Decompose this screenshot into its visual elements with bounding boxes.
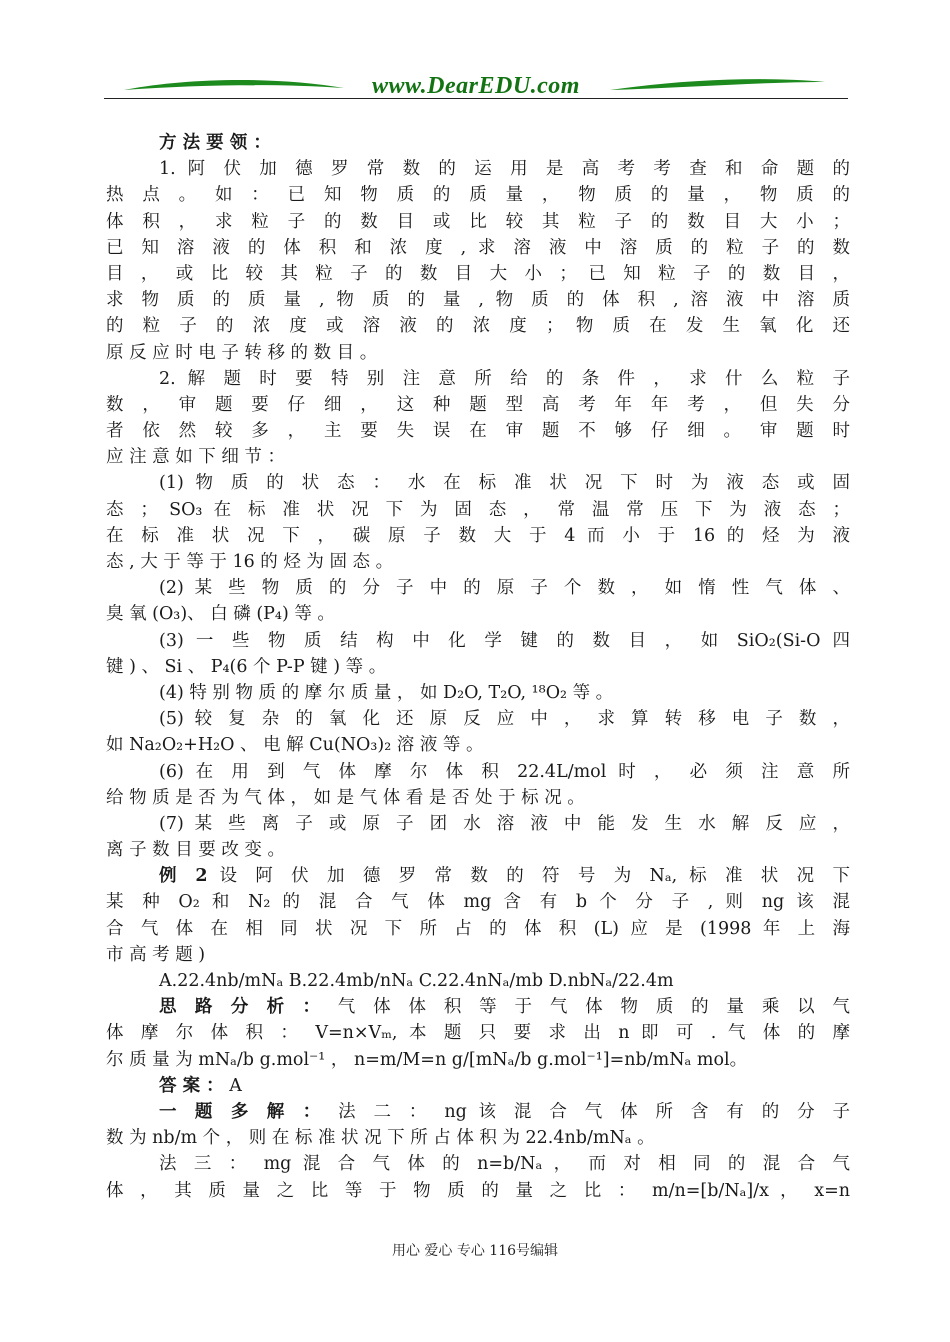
text-line: 已 知 溶 液 的 体 积 和 浓 度 , 求 溶 液 中 溶 质 的 粒 子 的 数: [106, 237, 850, 258]
document-body: [106, 130, 850, 1204]
text-line: 尔 质 量 为 mNₐ/b g.mol⁻¹ ， n=m/M=n g/[mNₐ/b g.mol⁻¹]=nb/mNₐ mol。: [106, 1049, 748, 1070]
header-rule: [104, 98, 848, 99]
bold-lead: 答 案 ：: [159, 1075, 224, 1096]
bold-lead: 一 题 多 解 ：: [159, 1101, 327, 1122]
text-line: 一 题 多 解 ： 法 二 ： ng 该 混 合 气 体 所 含 有 的 分 子: [159, 1101, 850, 1122]
text-line: 某 种 O₂ 和 N₂ 的 混 合 气 体 mg 含 有 b 个 分 子 , 则 ng 该 混: [106, 892, 850, 913]
bold-lead: 思 路 分 析 ：: [159, 997, 327, 1018]
text-line: 应 注 意 如 下 细 节 ：: [106, 447, 285, 468]
text-line: 如 Na₂O₂+H₂O 、 电 解 Cu(NO₃)₂ 溶 液 等 。: [106, 735, 484, 756]
text-line: 答 案 ： A: [159, 1075, 242, 1096]
text-line: 例 2 设 阿 伏 加 德 罗 常 数 的 符 号 为 Nₐ, 标 准 状 况 下: [159, 866, 850, 887]
text-line: A.22.4nb/mNₐ B.22.4mb/nNₐ C.22.4nNₐ/mb D.nbNₐ/22.4m: [159, 971, 674, 991]
text-line: (7) 某 些 离 子 或 原 子 团 水 溶 液 中 能 发 生 水 解 反 应 ，: [159, 813, 850, 834]
text-line: 者 依 然 较 多 ， 主 要 失 误 在 审 题 不 够 仔 细 。 审 题 时: [106, 421, 850, 442]
text-line: (6) 在 用 到 气 体 摩 尔 体 积 22.4L/mol 时 ， 必 须 注 意 所: [159, 761, 850, 782]
right-swoosh-decoration: [610, 76, 825, 98]
text-line: 体 ， 其 质 量 之 比 等 于 物 质 的 量 之 比 ： m/n=[b/Nₐ]/x ， x=n: [106, 1180, 850, 1201]
text-line: 离 子 数 目 要 改 变 。: [106, 840, 285, 861]
text-line: 2. 解 题 时 要 特 别 注 意 所 给 的 条 件 ， 求 什 么 粒 子: [159, 368, 850, 389]
site-brand: www.DearEDU.com: [372, 73, 580, 99]
text-line: 目 ， 或 比 较 其 粒 子 的 数 目 大 小 ； 已 知 粒 子 的 数 目 ，: [106, 263, 850, 284]
text-line: 市 高 考 题 ): [106, 944, 206, 965]
text-line: 态 , 大 于 等 于 16 的 烃 为 固 态 。: [106, 552, 394, 572]
text-line: 态 ； SO₃ 在 标 准 状 况 下 为 固 态 ， 常 温 常 压 下 为 液 态 ；: [106, 499, 850, 520]
text-line: 热 点 。 如 ： 已 知 物 质 的 质 量 ， 物 质 的 量 ， 物 质 的: [106, 185, 850, 206]
text-line: 数 ， 审 题 要 仔 细 ， 这 种 题 型 高 考 年 年 考 ， 但 失 分: [106, 394, 850, 415]
bold-lead: 例 2: [159, 866, 208, 887]
text-line: (5) 较 复 杂 的 氧 化 还 原 反 应 中 ， 求 算 转 移 电 子 数 ，: [159, 709, 850, 730]
text-line: 法 三 ： mg 混 合 气 体 的 n=b/Nₐ ， 而 对 相 同 的 混 合 气: [159, 1154, 850, 1175]
text-line: 臭 氧 (O₃)、 白 磷 (P₄) 等 。: [106, 604, 335, 625]
text-line: 思 路 分 析 ： 气 体 体 积 等 于 气 体 物 质 的 量 乘 以 气: [159, 997, 850, 1018]
text-line: (1) 物 质 的 状 态 ： 水 在 标 准 状 况 下 时 为 液 态 或 固: [159, 473, 850, 494]
text-line: 体 积 ， 求 粒 子 的 数 目 或 比 较 其 粒 子 的 数 目 大 小 ；: [106, 211, 850, 232]
text-line: (2) 某 些 物 质 的 分 子 中 的 原 子 个 数 ， 如 惰 性 气 体 、: [159, 578, 850, 599]
left-swoosh-decoration: [124, 76, 344, 98]
text-line: 求 物 质 的 质 量 , 物 质 的 量 , 物 质 的 体 积 , 溶 液 中 溶 质: [106, 290, 850, 311]
text-line: 1. 阿 伏 加 德 罗 常 数 的 运 用 是 高 考 考 查 和 命 题 的: [159, 159, 850, 180]
text-line: 键 ) 、 Si 、 P₄(6 个 P-P 键 ) 等 。: [106, 656, 387, 677]
text-line: 的 粒 子 的 浓 度 或 溶 液 的 浓 度 ； 物 质 在 发 生 氧 化 还: [106, 316, 850, 337]
text-line: (4) 特 别 物 质 的 摩 尔 质 量 ， 如 D₂O, T₂O, ¹⁸O₂ 等 。: [159, 682, 614, 703]
text-line: 原 反 应 时 电 子 转 移 的 数 目 。: [106, 342, 378, 363]
page-footer: 用心 爱心 专心 116号编辑: [391, 1243, 559, 1259]
page-header: [104, 72, 848, 102]
text-line: 在 标 准 状 况 下 ， 碳 原 子 数 大 于 4 而 小 于 16 的 烃 为 液: [106, 525, 850, 546]
text-line: 方 法 要 领 ：: [159, 133, 271, 153]
text-line: 合 气 体 在 相 同 状 况 下 所 占 的 体 积 (L) 应 是 (1998 年 上 海: [106, 918, 850, 939]
text-line: (3) 一 些 物 质 结 构 中 化 学 键 的 数 目 ， 如 SiO₂(Si-O 四: [159, 630, 850, 651]
text-line: 给 物 质 是 否 为 气 体 ， 如 是 气 体 看 是 否 处 于 标 况 。: [106, 787, 585, 808]
text-line: 体 摩 尔 体 积 ： V=n×Vₘ, 本 题 只 要 求 出 n 即 可 . 气 体 的 摩: [106, 1023, 850, 1044]
text-line: 数 为 nb/m 个 ， 则 在 标 准 状 况 下 所 占 体 积 为 22.4nb/mNₐ 。: [106, 1128, 655, 1149]
